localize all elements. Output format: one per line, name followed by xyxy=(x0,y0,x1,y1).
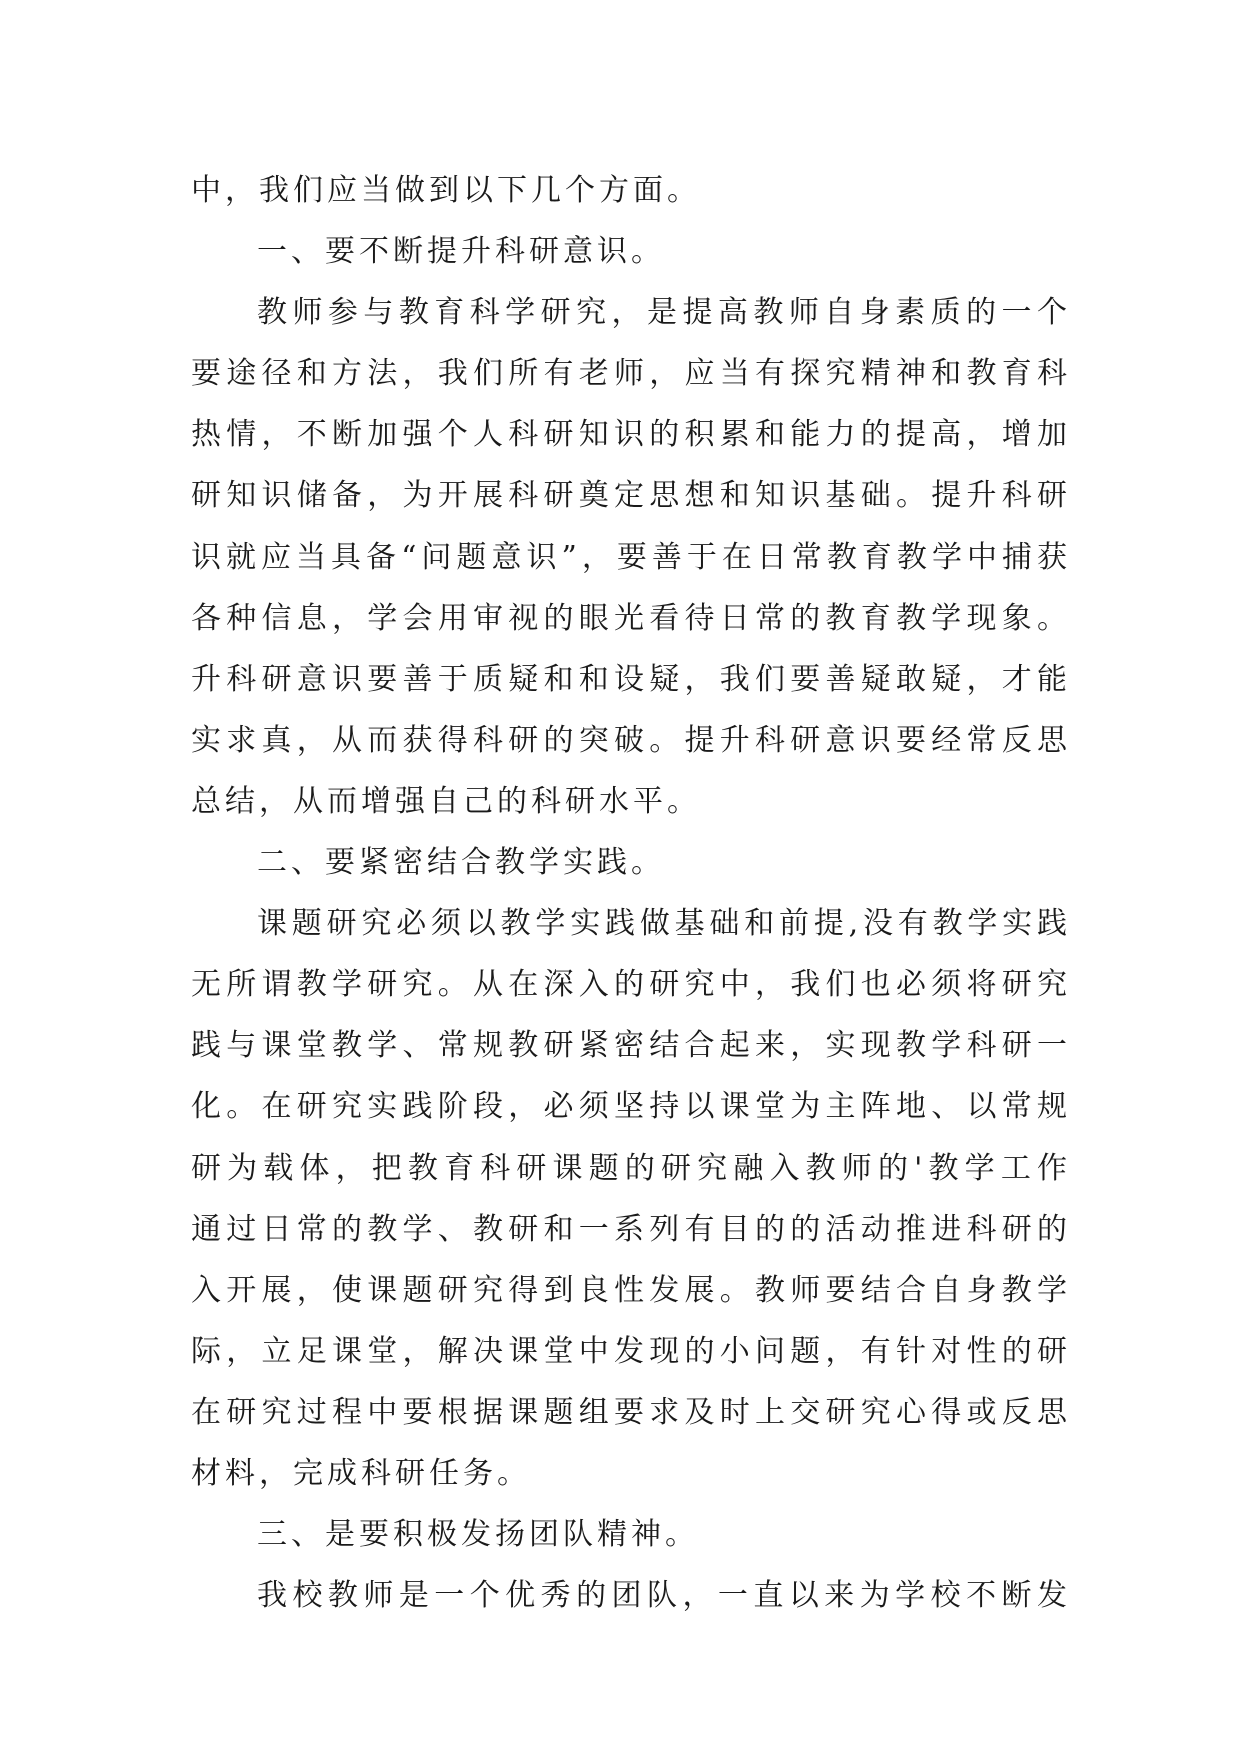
body-text xyxy=(191,160,1071,1626)
text-line: 要途径和方法，我们所有老师，应当有探究精神和教育科 xyxy=(191,356,1071,392)
text-line: 热情，不断加强个人科研知识的积累和能力的提高，增加 xyxy=(191,417,1071,453)
text-line: 各种信息，学会用审视的眼光看待日常的教育教学现象。 xyxy=(191,600,1071,636)
text-line: 研知识储备，为开展科研奠定思想和知识基础。提升科研 xyxy=(191,478,1071,514)
text-line: 材料，完成科研任务。 xyxy=(191,1455,531,1491)
text-line: 在研究过程中要根据课题组要求及时上交研究心得或反思 xyxy=(191,1394,1071,1430)
text-line: 中，我们应当做到以下几个方面。 xyxy=(191,173,701,208)
text-line: 二、要紧密结合教学实践。 xyxy=(257,845,665,881)
text-line: 三、是要积极发扬团队精神。 xyxy=(257,1517,699,1553)
text-line: 升科研意识要善于质疑和和设疑，我们要善疑敢疑，才能 xyxy=(191,661,1071,697)
text-line: 践与课堂教学、常规教研紧密结合起来，实现教学科研一 xyxy=(191,1028,1071,1064)
text-line: 际，立足课堂，解决课堂中发现的小问题，有针对性的研 xyxy=(191,1333,1071,1369)
text-line: 一、要不断提升科研意识。 xyxy=(257,234,665,270)
text-line: 研为载体，把教育科研课题的研究融入教师的'教学工作 xyxy=(191,1150,1071,1186)
text-line: 入开展，使课题研究得到良性发展。教师要结合自身教学 xyxy=(191,1272,1071,1308)
text-line: 教师参与教育科学研究，是提高教师自身素质的一个 xyxy=(257,295,1071,331)
text-line: 总结，从而增强自己的科研水平。 xyxy=(191,783,701,819)
text-line: 无所谓教学研究。从在深入的研究中，我们也必须将研究 xyxy=(191,967,1071,1003)
text-line: 识就应当具备“问题意识”，要善于在日常教育教学中捕获 xyxy=(191,539,1071,575)
text-line: 通过日常的教学、教研和一系列有目的的活动推进科研的 xyxy=(191,1211,1071,1247)
text-line: 化。在研究实践阶段，必须坚持以课堂为主阵地、以常规 xyxy=(191,1089,1071,1125)
text-line: 课题研究必须以教学实践做基础和前提,没有教学实践 xyxy=(257,906,1071,942)
text-line: 实求真，从而获得科研的突破。提升科研意识要经常反思 xyxy=(191,722,1071,758)
text-line: 我校教师是一个优秀的团队，一直以来为学校不断发 xyxy=(257,1578,1071,1614)
